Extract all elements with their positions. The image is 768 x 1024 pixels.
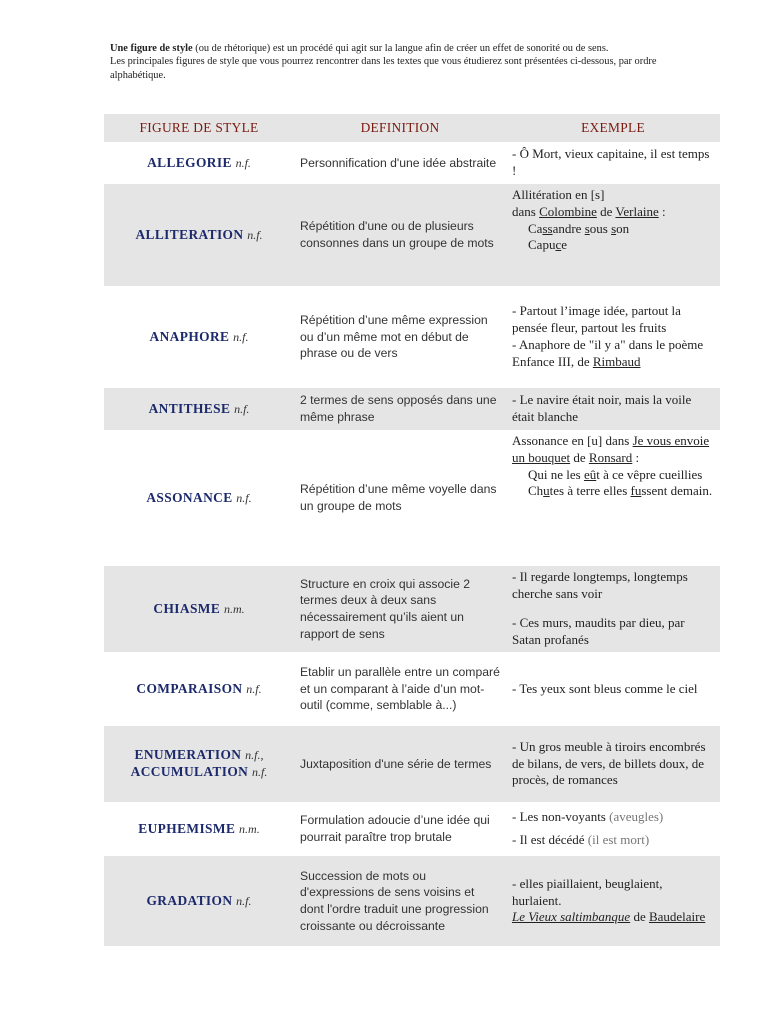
example-gloss: (il est mort) (587, 832, 650, 847)
example-text: - Les non-voyants (512, 809, 610, 825)
example-line (512, 832, 714, 849)
figure-name: ENUMERATION (134, 747, 242, 763)
example-text: - Anaphore de "il y a" dans le poème Enfance III, de (512, 337, 704, 369)
example-gloss: (aveugles) (609, 809, 664, 825)
definition-cell: Répétition d’une même voyelle dans un groupe de mots (300, 482, 497, 513)
definition-cell: Juxtaposition d'une série de termes (294, 726, 506, 802)
author-link[interactable]: Verlaine (615, 203, 659, 219)
row-anaphore (104, 286, 720, 388)
poem-link[interactable]: Je vous envoie un bouquet (512, 433, 710, 465)
figures-table (104, 114, 720, 946)
figure-name: CHIASME (153, 600, 221, 616)
author-link[interactable]: Baudelaire (648, 909, 706, 925)
figure-name: ALLITERATION (135, 226, 244, 242)
verse-text: ssent demain. (641, 483, 713, 499)
definition-cell: Formulation adoucie d’une idée qui pourrait paraître trop brutale (300, 813, 490, 844)
figure-cell (104, 652, 294, 726)
figure-gender: n.f. (233, 329, 249, 344)
example-text: - Il est décédé (512, 832, 588, 847)
row-alliteration (104, 184, 720, 286)
figure-name: ACCUMULATION (130, 764, 249, 779)
figure-gender: n.f., (245, 748, 264, 763)
figure-gender: n.m. (223, 601, 245, 616)
row-chiasme (104, 566, 720, 652)
verse-text: Ca (528, 220, 543, 236)
example-line (512, 809, 714, 826)
definition-cell: Succession de mots ou d'expressions de sens voisins et dont l'ordre traduit une progression croissante ou décroissante (294, 856, 506, 946)
verse-text: t à ce vêpre cueillies (596, 466, 703, 482)
figure-cell (104, 286, 294, 388)
figure-cell (104, 856, 294, 946)
verse-line (512, 237, 714, 254)
work-link[interactable]: Le Vieux saltimbanque (512, 909, 631, 925)
example-cell (506, 802, 720, 856)
example-text: : (658, 203, 666, 219)
row-comparaison (104, 652, 720, 726)
verse-text: e (561, 237, 568, 253)
verse-line (512, 467, 714, 484)
figure-name: ASSONANCE (146, 489, 233, 505)
verse-text: tes à terre elles (549, 483, 631, 499)
example-text: : (632, 449, 640, 465)
verse-text: Capu (528, 237, 556, 253)
figure-name: ANTITHESE (148, 400, 231, 416)
intro-line2: Les principales figures de style que vous pourrez rencontrer dans les textes que vous étudierez sont présentées ci-dessous, par ordre alphabétique. (110, 56, 657, 81)
definition-cell: 2 termes de sens opposés dans une même phrase (294, 388, 506, 430)
example-text: Assonance en [u] dans (512, 433, 633, 448)
header-example: EXEMPLE (506, 114, 720, 142)
example-cell (506, 430, 720, 566)
figure-gender: n.m. (239, 821, 260, 836)
header-row (104, 114, 720, 142)
example-cell (506, 856, 720, 946)
figure-name-line (110, 764, 288, 781)
verse-sound: u (543, 483, 550, 499)
intro-term: Une figure de style (110, 43, 193, 54)
example-cell: - Ô Mort, vieux capitaine, il est temps ! (512, 146, 710, 178)
header-definition: DEFINITION (294, 114, 506, 142)
example-text: de (596, 203, 616, 219)
row-assonance (104, 430, 720, 566)
poem-link[interactable]: Colombine (539, 203, 597, 219)
figure-cell (104, 726, 294, 802)
figure-cell (104, 566, 294, 652)
example-cell: - Un gros meuble à tiroirs encombrés de bilans, de vers, de billets doux, de procès, de romances (506, 726, 720, 802)
verse-sound: eû (583, 466, 597, 482)
figure-gender: n.f. (236, 490, 252, 505)
definition-cell: Personnification d'une idée abstraite (300, 155, 497, 170)
figure-gender: n.f. (252, 765, 268, 779)
verse-line (512, 221, 714, 238)
verse-text: ous (589, 220, 612, 236)
definition-cell: Répétition d’une même expression ou d’un même mot en début de phrase ou de vers (300, 313, 488, 361)
definition-cell: Structure en croix qui associe 2 termes deux à deux sans nécessairement qu’ils aient un rapport de sens (294, 566, 506, 652)
verse-sound: s (611, 220, 617, 236)
verse-sound: ss (542, 220, 553, 236)
author-link[interactable]: Ronsard (588, 449, 633, 465)
example-cell (506, 566, 720, 652)
example-line: - elles piaillaient, beuglaient, hurlaient. (512, 875, 663, 908)
row-enumeration (104, 726, 720, 802)
verse-line (512, 483, 714, 500)
verse-sound: s (584, 220, 590, 236)
figure-gender: n.f. (247, 227, 263, 242)
row-gradation (104, 856, 720, 946)
figure-name: COMPARAISON (136, 680, 243, 696)
intro-paragraph (110, 42, 710, 82)
example-line: Allitération en [s] (512, 187, 605, 202)
intro-line1: (ou de rhétorique) est un procédé qui agit sur la langue afin de créer un effet de sonorité ou de sens. (192, 43, 609, 54)
verse-text: andre (552, 220, 585, 236)
definition-cell: Répétition d'une ou de plusieurs consonnes dans un groupe de mots (294, 184, 506, 286)
figure-gender: n.f. (246, 681, 262, 696)
example-cell: - Tes yeux sont bleus comme le ciel (512, 680, 698, 696)
verse-text: Ch (528, 483, 544, 499)
figure-cell (104, 802, 294, 856)
verse-text: Qui ne les (528, 466, 584, 482)
example-line: - Il regarde longtemps, longtemps cherche sans voir (512, 569, 688, 602)
figure-cell (104, 388, 294, 430)
author-link[interactable]: Rimbaud (592, 353, 641, 369)
example-line (512, 204, 714, 221)
example-text: de (630, 909, 649, 925)
example-line (512, 433, 714, 467)
figure-cell (104, 430, 294, 566)
example-text: dans (512, 203, 540, 219)
verse-sound: fu (630, 483, 642, 499)
figure-gender: n.f. (235, 155, 251, 170)
example-cell (506, 184, 720, 286)
figure-cell (104, 184, 294, 286)
figure-cell (104, 142, 294, 184)
verse-text: on (616, 220, 630, 236)
figure-name: ANAPHORE (149, 328, 230, 344)
example-cell (506, 286, 720, 388)
example-cell: - Le navire était noir, mais la voile était blanche (506, 388, 720, 430)
header-figure: FIGURE DE STYLE (104, 114, 294, 142)
row-allegorie (104, 142, 720, 184)
example-line: - Partout l’image idée, partout la pensée fleur, partout les fruits (512, 303, 681, 336)
verse-sound: c (555, 237, 562, 253)
figure-gender: n.f. (236, 893, 252, 908)
figure-name: GRADATION (146, 892, 233, 908)
example-line (512, 337, 714, 371)
definition-cell: Etablir un parallèle entre un comparé et un comparant à l’aide d’un mot-outil (comme, semblable à...) (300, 665, 500, 713)
figure-name: ALLEGORIE (147, 154, 232, 170)
figure-gender: n.f. (234, 401, 250, 416)
row-antithese (104, 388, 720, 430)
example-line: - Ces murs, maudits par dieu, par Satan profanés (512, 615, 685, 647)
figure-name: EUPHEMISME (138, 820, 236, 836)
example-text: de (570, 449, 589, 465)
row-euphemisme (104, 802, 720, 856)
figure-name-line (110, 747, 288, 764)
example-line (512, 909, 714, 926)
